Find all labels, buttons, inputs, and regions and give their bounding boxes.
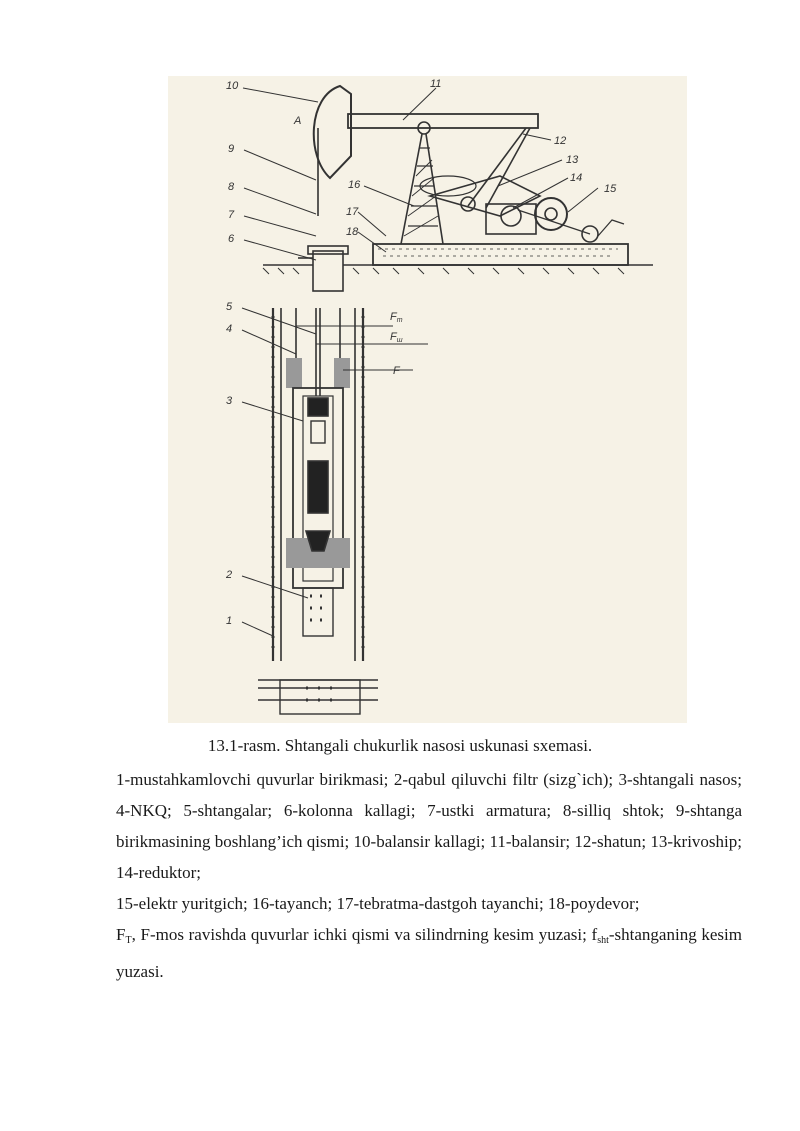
figure-label-4: 4 (226, 323, 233, 335)
pump-scheme-drawing (168, 76, 687, 723)
figure-label-12: 12 (554, 135, 567, 147)
figure-label-force-ft: Fт (390, 311, 403, 324)
figure-label-11: 11 (430, 78, 442, 90)
figure-label-10: 10 (226, 80, 239, 92)
figure-label-7: 7 (228, 209, 235, 221)
figure-legend (116, 764, 742, 987)
figure-label-17: 17 (346, 206, 359, 218)
figure-label-force-f: F (393, 365, 400, 377)
figure-label-force-fsh: Fш (390, 331, 403, 344)
figure-label-3: 3 (226, 395, 233, 407)
figure-label-1: 1 (226, 615, 233, 627)
figure-label-9: 9 (228, 143, 235, 155)
figure-label-14: 14 (570, 172, 583, 184)
legend-line-1: 1-mustahkamlovchi quvurlar birikmasi; 2-qabul qiluvchi filtr (sizg`ich); 3-shtangali nasos; 4-NKQ; 5-shtangalar; 6-kolonna kallagi; 7-ustki armatura; 8-silliq shtok; 9-shtanga birikmasining boshlang’ich qismi; 10-balansir kallagi; 11-balansir; 12-shatun; 13-krivoship; 14-reduktor; (116, 770, 742, 882)
legend-line-3: $F_T$, F-mos ravishda quvurlar ichki qismi va silindrning kesim yuzasi; $f_{sht}$-shtanganing kesim yuzasi. (116, 925, 742, 981)
figure-label-15: 15 (604, 183, 617, 195)
figure-label-13: 13 (566, 154, 579, 166)
figure-label-16: 16 (348, 179, 361, 191)
pump-scheme-figure (168, 76, 687, 723)
figure-label-point-a: A (294, 115, 302, 127)
figure-label-2: 2 (226, 569, 233, 581)
figure-caption: 13.1-rasm. Shtangali chukurlik nasosi uskunasi sxemasi. (207, 736, 593, 755)
figure-label-18: 18 (346, 226, 359, 238)
figure-label-5: 5 (226, 301, 233, 313)
legend-line-2: 15-elektr yuritgich; 16-tayanch; 17-tebratma-dastgoh tayanchi; 18-poydevor; (116, 894, 640, 913)
figure-label-6: 6 (228, 233, 235, 245)
figure-label-8: 8 (228, 181, 235, 193)
